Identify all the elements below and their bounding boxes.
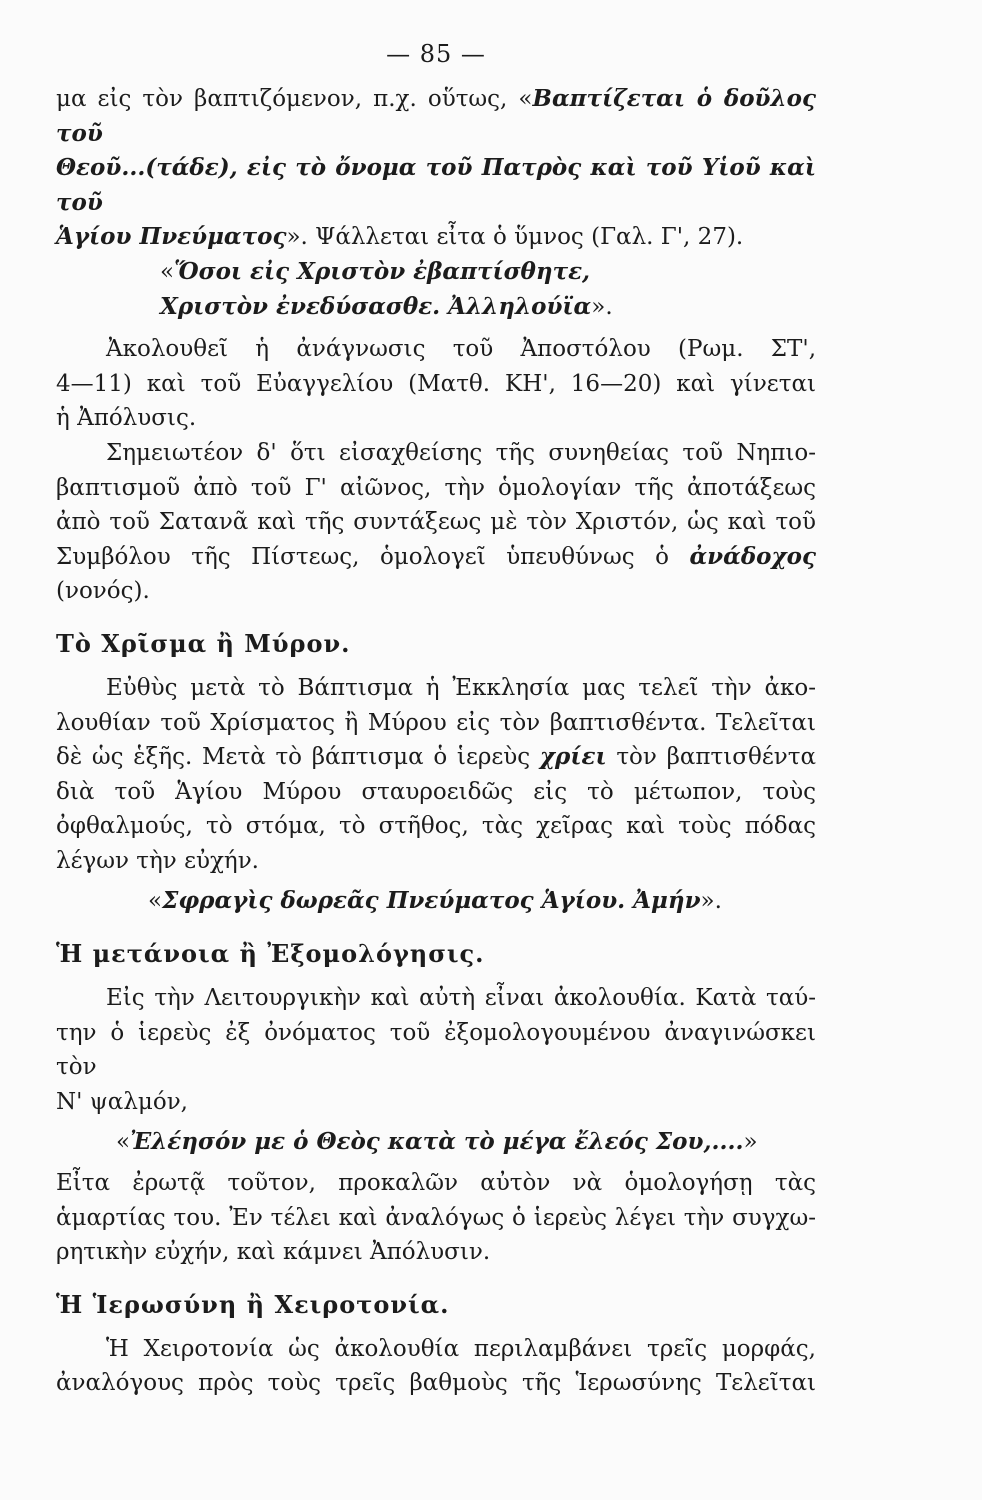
text-line: ἁμαρτίας του. Ἐν τέλει καὶ ἀναλόγως ὁ ἱερεὺς λέγει τὴν συγχω- (56, 1204, 816, 1231)
text-line: Εἰς τὴν Λειτουργικὴν καὶ αὐτὴ εἶναι ἀκολουθία. Κατὰ ταύ- (106, 985, 816, 1012)
emphasis-run: ἀνάδοχος (689, 542, 816, 570)
page-number: — 85 — (386, 40, 486, 68)
emphasis-run: Ὅσοι εἰς Χριστὸν ἐβαπτίσθητε, (174, 257, 591, 285)
quote-line (56, 1125, 816, 1160)
text-line: βαπτισμοῦ ἀπὸ τοῦ Γ' αἰῶνος, τὴν ὁμολογίαν τῆς ἀποτάξεως (56, 474, 816, 501)
text-line: την ὁ ἱερεὺς ἐξ ὀνόματος τοῦ ἐξομολογουμένου ἀναγινώσκει τὸν (56, 1019, 816, 1081)
emphasis-run: Χριστὸν ἐνεδύσασθε. Ἀλληλούϊα (160, 292, 592, 320)
text-run: « (116, 1129, 131, 1156)
text-line: Θεοῦ...(τάδε), εἰς τὸ ὄνομα τοῦ Πατρὸς καὶ τοῦ Υἱοῦ καὶ τοῦ (56, 154, 816, 216)
emphasis-run: Ἁγίου Πνεύματος (56, 223, 287, 251)
quote-line (56, 290, 816, 325)
text-run: μα εἰς τὸν βαπτιζόμενον, π.χ. οὕτως, « (56, 86, 533, 112)
text-run: ». Ψάλλεται εἶτα ὁ ὕμνος (Γαλ. Γ', 27). (286, 224, 744, 251)
text-run: « (160, 258, 175, 285)
text-line (56, 540, 816, 575)
text-line: ρητικὴν εὐχήν, καὶ κάμνει Ἀπόλυσιν. (56, 1239, 491, 1266)
book-page (56, 40, 816, 1401)
emphasis-run: χρίει (539, 743, 607, 771)
emphasis-run: Βαπτίζεται ὁ δοῦλος τοῦ (56, 85, 816, 147)
quote-line (56, 255, 816, 290)
text-run: ». (591, 293, 613, 320)
text-line (56, 740, 816, 775)
text-line: (νονός). (56, 578, 150, 605)
section-heading: Ἡ μετάνοια ἢ Ἐξομολόγησις. (56, 939, 485, 969)
text-run: » (743, 1129, 758, 1156)
text-run: « (148, 888, 163, 915)
emphasis-run: Σφραγὶς δωρεᾶς Πνεύματος Ἁγίου. Ἀμήν (162, 887, 701, 915)
text-line: 4—11) καὶ τοῦ Εὐαγγελίου (Ματθ. ΚΗ', 16—20) καὶ γίνεται (56, 370, 816, 397)
text-line: Εὐθὺς μετὰ τὸ Βάπτισμα ἡ Ἐκκλησία μας τελεῖ τὴν ἀκο- (106, 674, 816, 701)
text-line: ἀπὸ τοῦ Σατανᾶ καὶ τῆς συντάξεως μὲ τὸν Χριστόν, ὡς καὶ τοῦ (56, 509, 816, 536)
text-line: ὀφθαλμούς, τὸ στόμα, τὸ στῆθος, τὰς χεῖρας καὶ τοὺς πόδας (56, 813, 816, 840)
section-heading: Ἡ Ἱερωσύνη ἢ Χειροτονία. (56, 1289, 450, 1319)
text-line (56, 82, 816, 151)
text-line: Ἡ Χειροτονία ὡς ἀκολουθία περιλαμβάνει τρεῖς μορφάς, (106, 1335, 816, 1362)
text-line: διὰ τοῦ Ἁγίου Μύρου σταυροειδῶς εἰς τὸ μέτωπον, τοὺς (56, 778, 816, 805)
quote-line (56, 884, 816, 919)
text-line: Ἀκολουθεῖ ἡ ἀνάγνωσις τοῦ Ἀποστόλου (Ρωμ. ΣΤ', (106, 336, 816, 363)
text-line: λέγων τὴν εὐχήν. (56, 847, 259, 874)
section-heading: Τὸ Χρῖσμα ἢ Μύρον. (56, 628, 351, 658)
text-line: Ν' ψαλμόν, (56, 1088, 188, 1115)
text-run: ». (700, 888, 722, 915)
text-line: Εἶτα ἐρωτᾷ τοῦτον, προκαλῶν αὐτὸν νὰ ὁμολογήσῃ τὰς (56, 1170, 816, 1197)
text-run: τὸν βαπτισθέντα (616, 744, 816, 771)
text-line: ἡ Ἀπόλυσις. (56, 405, 197, 432)
text-run: Συμβόλου τῆς Πίστεως, ὁμολογεῖ ὑπευθύνως ὁ (56, 543, 669, 570)
text-line: Σημειωτέον δ' ὅτι εἰσαχθείσης τῆς συνηθείας τοῦ Νηπιο- (106, 439, 816, 466)
text-run: δὲ ὡς ἑξῆς. Μετὰ τὸ βάπτισμα ὁ ἱερεὺς (56, 744, 531, 771)
text-line: ἀναλόγους πρὸς τοὺς τρεῖς βαθμοὺς τῆς Ἱερωσύνης Τελεῖται (56, 1370, 816, 1397)
text-line (56, 220, 816, 255)
text-line: λουθίαν τοῦ Χρίσματος ἢ Μύρου εἰς τὸν βαπτισθέντα. Τελεῖται (56, 709, 816, 736)
emphasis-run: Ἐλέησόν με ὁ Θεὸς κατὰ τὸ μέγα ἔλεός Σου,.... (130, 1128, 744, 1156)
